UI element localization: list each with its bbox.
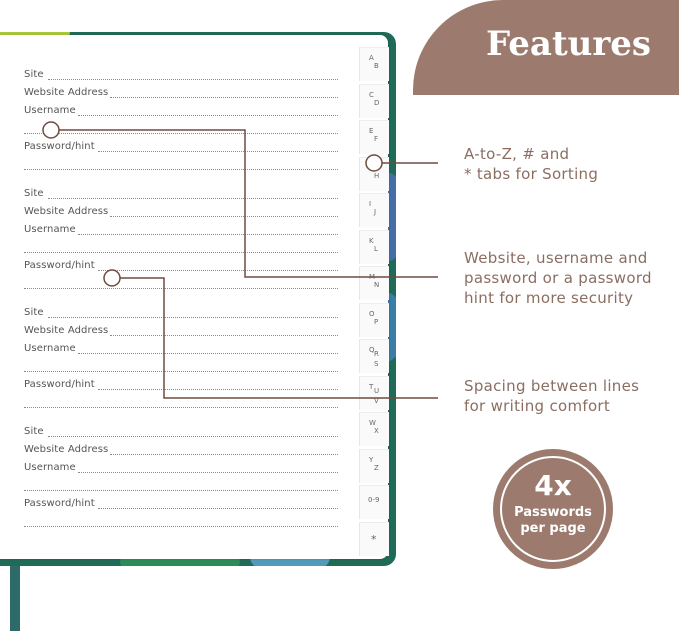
entry-field-label: Website Address [24, 444, 109, 455]
callout-marker [366, 155, 382, 171]
feature-text-line: for writing comfort [464, 397, 611, 415]
callout-marker [104, 270, 120, 286]
callout-line [59, 130, 438, 277]
tab-letter: Y [369, 455, 374, 464]
feature-security [464, 248, 652, 308]
callout-marker [43, 122, 59, 138]
feature-text-line: hint for more security [464, 289, 634, 307]
tab-letter: U [374, 386, 380, 395]
feature-text-line: A-to-Z, # and [464, 145, 570, 163]
feature-text-line: password or a password [464, 269, 652, 287]
badge-caption-line: Passwords [514, 505, 592, 520]
tab-letter: I [369, 200, 372, 208]
tab-letter: N [374, 281, 380, 289]
tab-letter: R [374, 350, 379, 358]
tab-letter: 0-9 [368, 496, 380, 504]
entry-field-label: Username [24, 224, 76, 235]
entry-field-label: Username [24, 105, 76, 116]
tab-letter: P [374, 317, 379, 326]
entry-field-label: Website Address [24, 325, 109, 336]
tab-letter: W [369, 419, 376, 427]
tab-letter: Q [369, 346, 375, 354]
tab-letter: A [369, 54, 374, 62]
tab-letter: K [369, 236, 374, 245]
tab-letter: M [369, 273, 376, 281]
entry-field-label: Site [24, 188, 44, 199]
tab-letter: V [374, 396, 379, 405]
entry-field-label: Username [24, 343, 76, 354]
feature-line-spacing [464, 376, 639, 416]
tab-letter: Z [374, 463, 379, 472]
passwords-per-page-badge [493, 449, 613, 569]
entry-field-label: Password/hint [24, 379, 95, 390]
features-title: Features [486, 24, 652, 64]
badge-count: 4x [534, 469, 572, 502]
feature-text-line: Spacing between lines [464, 377, 640, 395]
tab-letter: J [374, 208, 377, 216]
entry-field-label: Site [24, 307, 44, 318]
tab-letter: E [369, 127, 374, 135]
tab-letter: X [374, 427, 379, 435]
entry-field-label: Website Address [24, 206, 109, 217]
tab-letter: C [369, 90, 374, 99]
badge-caption [493, 505, 613, 537]
tab-letter: O [369, 309, 375, 318]
entry-field-label: Password/hint [24, 141, 95, 152]
tab-letter: F [374, 135, 379, 143]
entry-field-label: Password/hint [24, 498, 95, 509]
tab-letter: D [374, 98, 380, 107]
badge-caption-line: per page [520, 521, 586, 536]
feature-sorting-tabs [464, 144, 598, 184]
entry-field-label: Password/hint [24, 260, 95, 271]
entry-field-label: Username [24, 462, 76, 473]
tab-letter: T [369, 382, 374, 391]
callout-line [120, 278, 438, 398]
tab-letter: S [374, 360, 379, 368]
tab-letter: L [374, 244, 378, 253]
entry-field-label: Site [24, 69, 44, 80]
feature-text-line: * tabs for Sorting [464, 165, 599, 183]
feature-text-line: Website, username and [464, 249, 648, 267]
tab-letter: H [374, 171, 380, 180]
entry-field-label: Site [24, 426, 44, 437]
tab-letter: * [371, 532, 377, 546]
tab-letter: B [374, 62, 379, 70]
entry-field-label: Website Address [24, 87, 109, 98]
